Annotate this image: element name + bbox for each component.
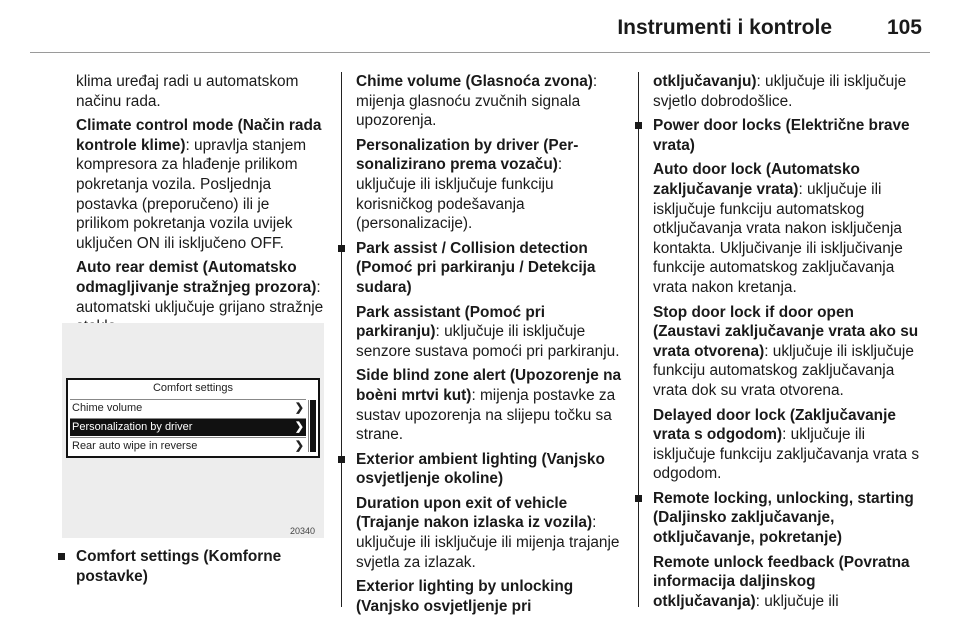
bullet-label: Power door locks (Električne brave vrata) xyxy=(653,117,910,154)
menu-item-label: Personalization by driver xyxy=(72,421,193,433)
bullet-label: Park assist / Collision detection (Pomoć pri parkiranju / Detekcija sudara) xyxy=(356,239,596,296)
figure-id: 20340 xyxy=(290,526,316,536)
scrollbar xyxy=(308,400,317,452)
bullet-icon xyxy=(338,456,345,463)
bullet-icon xyxy=(338,245,345,252)
menu-item-chime-volume xyxy=(70,399,306,417)
term: Auto door lock (Automatsko zaključavanje vrata) xyxy=(653,161,860,198)
term: Duration upon exit of vehicle (Trajanje nakon izlaska iz vozila) xyxy=(356,494,593,532)
paragraph xyxy=(356,303,622,362)
chevron-right-icon: ❯ xyxy=(294,402,304,414)
description: : mijenja postavke za sustav upozorenja na slijepu točku sa strane. xyxy=(356,386,616,444)
bullet-item xyxy=(635,116,925,155)
paragraph xyxy=(76,116,326,253)
display-screen xyxy=(66,378,320,458)
menu-item-label: Chime volume xyxy=(72,402,143,414)
chevron-right-icon: ❯ xyxy=(294,440,304,452)
menu-item-personalization xyxy=(70,418,306,436)
column-1 xyxy=(76,72,326,342)
bullet-icon xyxy=(635,495,642,502)
description: : mijenja glasnoću zvučnih signala upozorenja. xyxy=(356,73,598,130)
term: Auto rear demist (Automatsko odmagljivanje stražnjeg prozora) xyxy=(76,259,317,296)
display-panel xyxy=(68,380,318,456)
menu-item-rear-wipe xyxy=(70,437,306,455)
description: : uključuje ili isključuje funkciju automatskog zaključavanja vrata dok su vrata otvorena. xyxy=(653,342,914,399)
scrollbar-thumb xyxy=(310,400,316,452)
term: Delayed door lock (Zaključavanje vrata s odgodom) xyxy=(653,406,896,444)
term: Stop door lock if door open (Zaustavi zaključavanje vrata ako su vrata otvorena) xyxy=(653,303,919,360)
paragraph: klima uređaj radi u automatskom načinu rada. xyxy=(76,73,299,110)
page-number: 105 xyxy=(886,16,922,39)
column-1-bottom xyxy=(76,547,326,591)
header-divider xyxy=(30,52,930,53)
bullet-icon xyxy=(58,553,65,560)
column-2 xyxy=(356,72,622,621)
paragraph xyxy=(653,72,925,111)
paragraph xyxy=(356,494,622,572)
term: Chime volume (Glasnoća zvona) xyxy=(356,73,593,90)
paragraph xyxy=(356,577,622,616)
description: : uključuje ili isključuje funkciju korisničkog podešavanja (personalizacije). xyxy=(356,156,563,233)
paragraph xyxy=(653,160,925,297)
term: Park assistant (Pomoć pri parkiranju) xyxy=(356,303,546,341)
bullet-item xyxy=(338,239,622,298)
description: : uključuje ili isključuje senzore sustava pomoći pri parkiranju. xyxy=(356,323,620,360)
paragraph xyxy=(356,366,622,444)
bullet-label: Remote locking, unlocking, starting (Daljinsko zaključavanje, otključavanje, pokretanje) xyxy=(653,489,914,547)
column-divider xyxy=(341,72,342,607)
bullet-label: Exterior ambient lighting (Vanjsko osvjetljenje okoline) xyxy=(356,450,605,488)
menu-item-label: Rear auto wipe in reverse xyxy=(72,440,198,452)
paragraph xyxy=(653,303,925,401)
description: : uključuje ili xyxy=(755,592,839,610)
description: : uključuje ili isključuje funkciju zaključavanja vrata s odgodom. xyxy=(653,426,920,483)
paragraph xyxy=(653,553,925,612)
paragraph xyxy=(653,406,925,484)
term: Remote unlock feedback (Povratna informacija daljinskog otključavanja) xyxy=(653,553,910,610)
description: : uključuje ili isključuje svjetlo dobrodošlice. xyxy=(653,73,907,110)
display-title: Comfort settings xyxy=(152,382,234,394)
term: otključavanju) xyxy=(653,73,757,90)
column-3 xyxy=(653,72,925,616)
bullet-label: Comfort settings (Komforne postavke) xyxy=(76,548,282,585)
page-header xyxy=(0,0,960,52)
bullet-item xyxy=(58,547,326,586)
term: Personalization by driver (Per-sonalizirano prema vozaču) xyxy=(356,136,579,174)
description: : upravlja stanjem kompresora za hlađenje prilikom pokretanja vozila. Posljednja postavka (preporučeno) ili je prilikom pokretanja vozila uvijek uključen ON ili isključeno OFF. xyxy=(76,136,307,252)
page-title: Instrumenti i kontrole xyxy=(617,16,832,39)
bullet-icon xyxy=(635,122,642,129)
description: : uključuje ili isključuje funkciju automatskog otključavanja vrata nakon isključenja kontakta. Uključivanje ili isključivanje funkcije automatskog zaključavanja vrata nakon kretanja. xyxy=(653,180,903,296)
description: : automatski uključuje grijano stražnje xyxy=(76,278,324,316)
paragraph xyxy=(356,72,622,131)
bullet-item xyxy=(635,489,925,548)
term: Side blind zone alert (Upozorenje na boèni mrtvi kut) xyxy=(356,367,622,404)
term: Climate control mode (Način rada kontrole klime) xyxy=(76,117,322,154)
description: : uključuje ili isključuje ili mijenja trajanje svjetla za izlazak. xyxy=(356,514,620,571)
paragraph xyxy=(356,136,622,234)
bullet-item xyxy=(338,450,622,489)
term: Exterior lighting by unlocking (Vanjsko osvjetljenje pri xyxy=(356,578,574,615)
chevron-right-icon: ❯ xyxy=(294,421,304,433)
